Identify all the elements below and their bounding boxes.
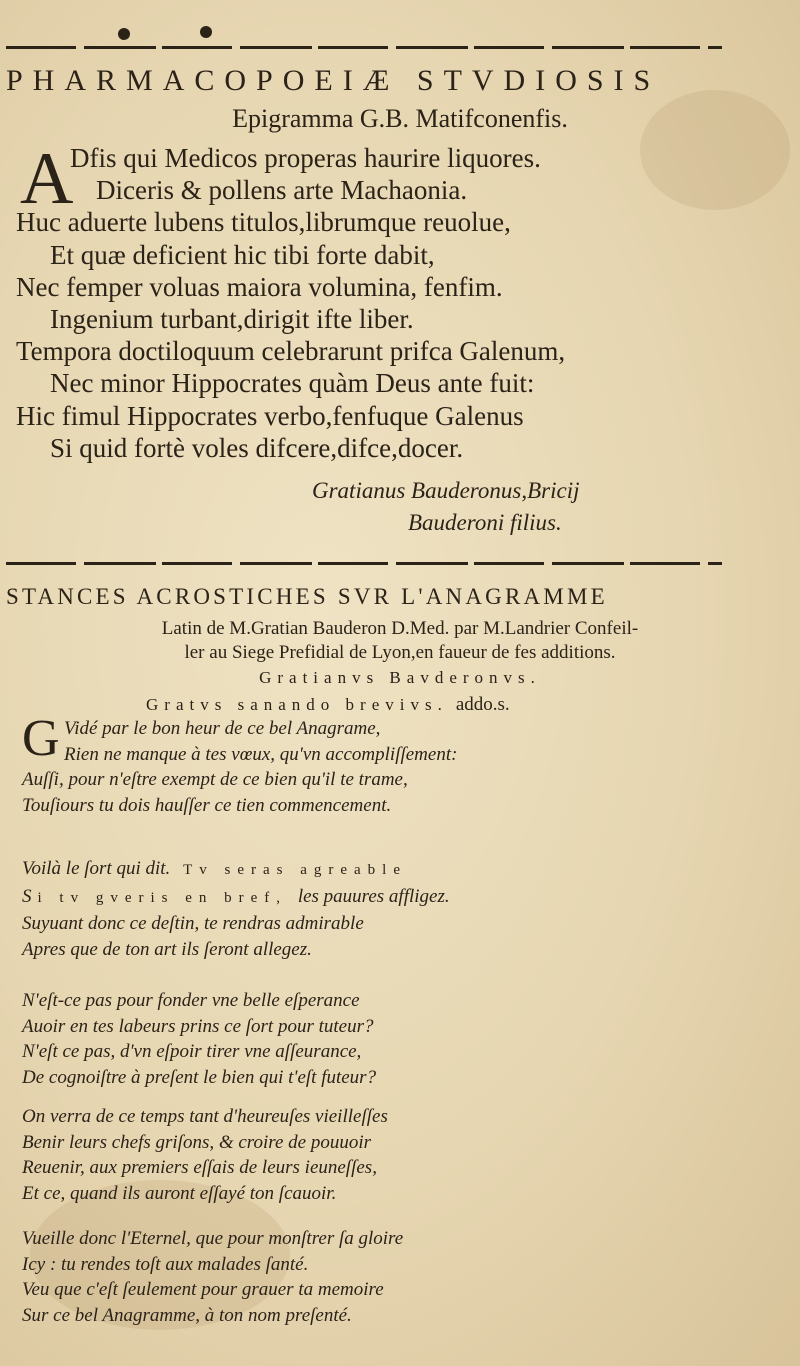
stances-dropcap: G <box>22 710 60 767</box>
stanza-line <box>22 884 782 912</box>
epigram-line: Nec femper voluas maiora volumina, fenfim. <box>16 271 503 302</box>
stanza-line: Auſſi, pour n'eſtre exempt de ce bien qu'il te trame, <box>22 769 408 790</box>
stanza-line: Suyuant donc ce deſtin, te rendras admirable <box>22 913 364 934</box>
epigram-subtitle: Epigramma G.B. Matifconenfis. <box>232 104 568 133</box>
signature-line: Bauderoni filius. <box>408 510 562 535</box>
epigram-line: Dfis qui Medicos properas haurire liquores. <box>70 143 541 173</box>
signature-line: Gratianus Bauderonus,Bricij <box>312 478 580 503</box>
anagram-note: addo.s. <box>455 694 510 715</box>
stances-title: STANCES ACROSTICHES SVR L'ANAGRAMME <box>6 584 608 609</box>
stanza-line: Sur ce bel Anagramme, à ton nom preſenté. <box>22 1304 352 1326</box>
epigram-line: Et quæ deficient hic tibi forte dabit, <box>50 239 435 270</box>
epigram-line: Huc aduerte lubens titulos,librumque reuolue, <box>16 207 511 238</box>
stanza-line: Et ce, quand ils auront eſſayé ton ſcauoir. <box>22 1182 337 1204</box>
stanza-line: Reuenir, aux premiers eſſais de leurs ieuneſſes, <box>22 1157 377 1178</box>
stanza-line: N'eſt-ce pas pour fonder vne belle eſperance <box>22 990 360 1011</box>
anagram-line-row <box>146 694 510 716</box>
stances-intro-line: ler au Siege Prefidial de Lyon,en faueur de fes additions. <box>184 642 616 663</box>
top-rule <box>6 46 722 49</box>
epigram-line: Ingenium turbant,dirigit ifte liber. <box>50 304 414 335</box>
stanza-caps-text: i tv gveris en bref, <box>37 889 288 906</box>
epigram-line: Diceris & pollens arte Machaonia. <box>96 175 468 206</box>
stanza-line: Apres que de ton art ils ſeront allegez. <box>22 938 312 960</box>
anagram-line: Gratvs sanando brevivs. <box>146 695 448 714</box>
stanza-line: Touſiours tu dois hauſſer ce tien commencement. <box>22 794 392 816</box>
middle-rule <box>6 562 722 565</box>
stanza-3 <box>22 988 782 1090</box>
epigram-line: Nec minor Hippocrates quàm Deus ante fuit: <box>50 368 535 399</box>
stanza-2 <box>22 856 782 962</box>
stanza-caps-text: Tv seras agreable <box>183 862 408 878</box>
stanza-line: Vidé par le bon heur de ce bel Anagrame, <box>64 718 381 739</box>
stances-intro-line: Latin de M.Gratian Bauderon D.Med. par M.Landrier Confeil- <box>161 618 639 639</box>
epigram-line: Tempora doctiloquum celebrarunt prifca Galenum, <box>16 336 566 367</box>
epigram-poem <box>16 138 786 464</box>
stanza-line: Auoir en tes labeurs prins ce ſort pour tuteur? <box>22 1015 374 1037</box>
stanza-italic-text: les pauures affligez. <box>297 885 450 907</box>
stanza-line: N'eſt ce pas, d'vn eſpoir tirer vne aſſeurance, <box>22 1041 362 1062</box>
epigram-dropcap: A <box>20 138 74 220</box>
epigram-line: Hic fimul Hippocrates verbo,fenfuque Galenus <box>16 400 524 431</box>
stanza-line: De cognoiſtre à preſent le bien qui t'eſt futeur? <box>22 1066 377 1088</box>
stanza-line: Icy : tu rendes toſt aux malades ſanté. <box>22 1253 309 1275</box>
stanza-line: Vueille donc l'Eternel, que pour monſtrer ſa gloire <box>22 1228 404 1249</box>
stanza-line: Rien ne manque à tes vœux, qu'vn accompliſſement: <box>64 743 458 765</box>
stanza-italic-letter: S <box>22 885 32 907</box>
stanza-line: On verra de ce temps tant d'heureuſes vieilleſſes <box>22 1106 388 1127</box>
page-title: PHARMACOPOEIÆ STVDIOSIS <box>6 64 661 97</box>
ornament-dot <box>118 28 130 40</box>
ornament-dot <box>200 26 212 38</box>
stanza-line <box>22 856 782 884</box>
stanza-5 <box>22 1226 782 1328</box>
stanza-4 <box>22 1104 782 1206</box>
anagram-name-line: Gratianvs Bavderonvs. <box>259 668 541 687</box>
epigram-line: Si quid fortè voles difcere,difce,docer. <box>50 432 464 463</box>
stanza-italic-text: Voilà le ſort qui dit. <box>22 858 171 879</box>
stanza-1 <box>22 710 782 818</box>
stanza-line: Veu que c'eſt ſeulement pour grauer ta memoire <box>22 1279 384 1300</box>
stanza-line: Benir leurs chefs griſons, & croire de pouuoir <box>22 1131 372 1153</box>
